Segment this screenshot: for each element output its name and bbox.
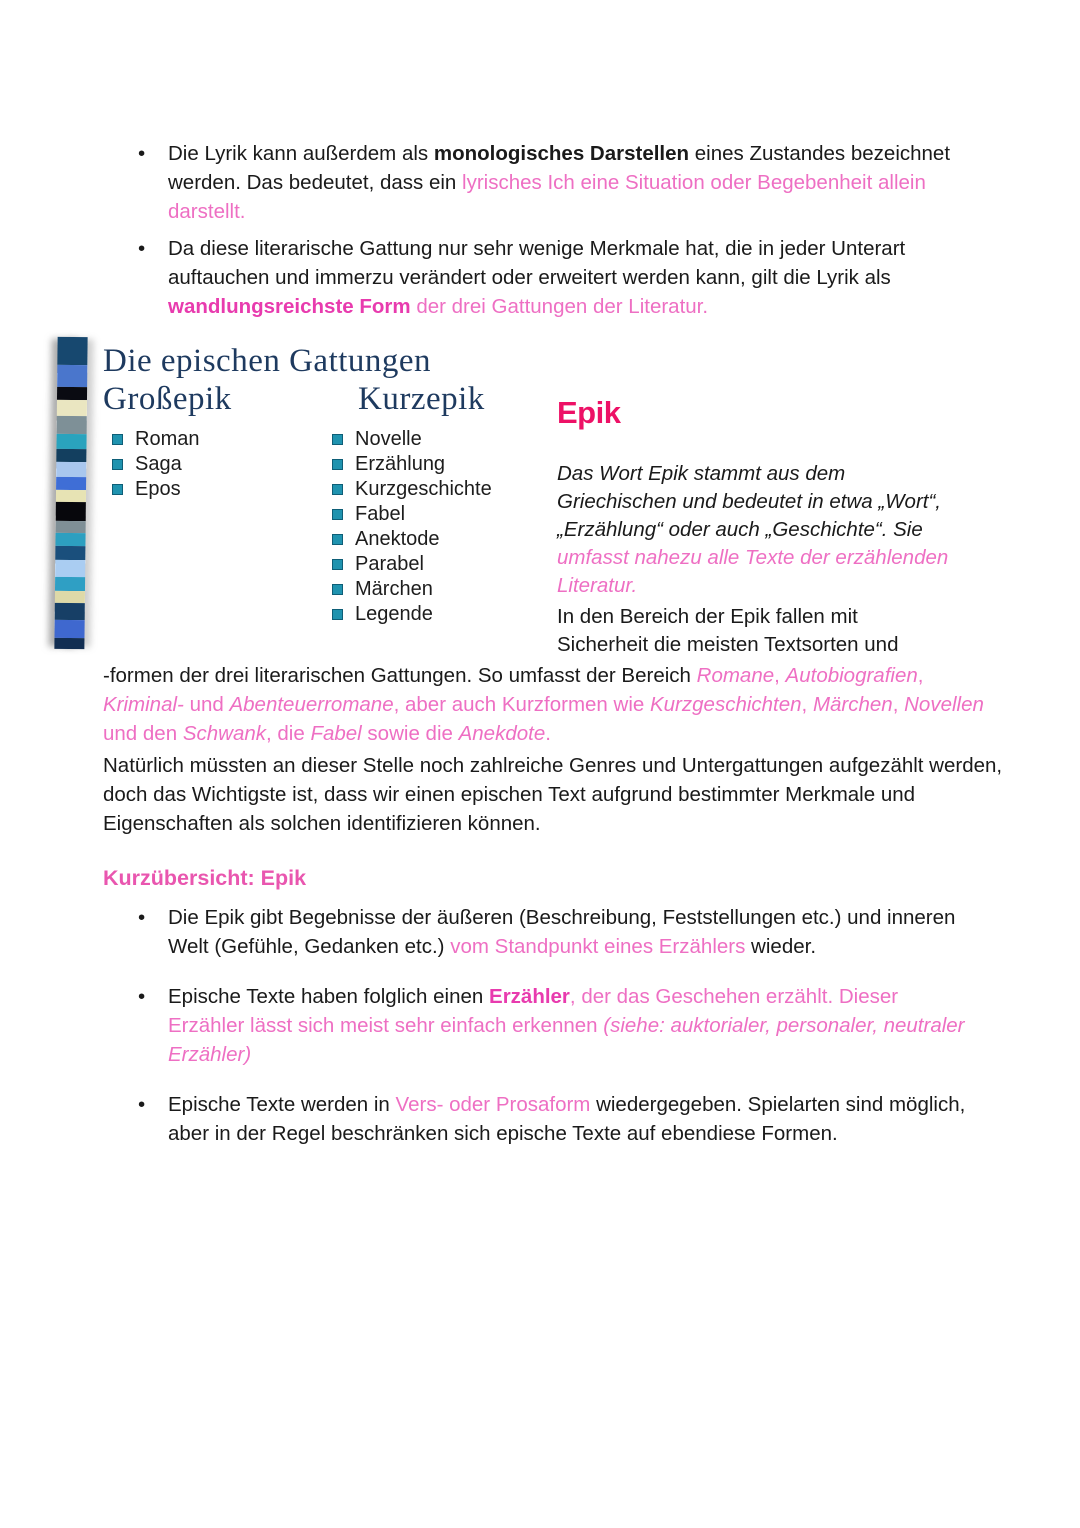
- text-run: vom Standpunkt eines Erzählers: [450, 935, 746, 958]
- figure-list-grossepik: [112, 427, 199, 502]
- text-run: Abenteuerromane: [229, 693, 394, 716]
- square-bullet-icon: [112, 459, 123, 470]
- stripe-segment: [54, 638, 84, 649]
- list-item: [138, 234, 974, 321]
- figure-list-item: [332, 477, 492, 502]
- figure-list-label: Epos: [135, 478, 181, 500]
- epik-continuation-paragraph: [103, 661, 1003, 748]
- lyrik-bullet-list: [138, 139, 974, 329]
- figure-list-item: [332, 502, 492, 527]
- text-run: Vers- oder Prosaform: [395, 1093, 591, 1116]
- figure-list-item: [112, 452, 199, 477]
- square-bullet-icon: [112, 434, 123, 445]
- stripe-segment: [54, 620, 84, 638]
- square-bullet-icon: [332, 584, 343, 595]
- epik-section: [557, 396, 997, 659]
- epik-genres-paragraph: Natürlich müssten an dieser Stelle noch zahlreiche Genres und Untergattungen aufgezählt werden, doch das Wichtigste ist, dass wir einen epischen Text aufgrund bestimmter Merkmale und Eigenschaften als solchen identifizieren können.: [103, 754, 1003, 835]
- text-run: eines Zustandes bezeichnet werden. Das bedeutet, dass ein: [168, 142, 951, 194]
- list-item: [138, 903, 974, 961]
- bullet-marker: •: [138, 906, 146, 929]
- text-line: In den Bereich der Epik fallen mit: [557, 605, 858, 628]
- text-run: Epische Texte werden in: [168, 1093, 396, 1116]
- figure-column-title-kurzepik: Kurzepik: [358, 381, 485, 417]
- square-bullet-icon: [332, 434, 343, 445]
- list-item: [138, 1090, 974, 1148]
- stripe-segment: [57, 416, 87, 434]
- figure-list-label: Märchen: [355, 578, 433, 600]
- figure-list-item: [332, 527, 492, 552]
- square-bullet-icon: [332, 509, 343, 520]
- figure-list-label: Fabel: [355, 503, 406, 525]
- stripe-segment: [57, 365, 87, 387]
- text-run: lyrisches Ich eine Situation oder Begebenheit allein darstellt.: [168, 171, 926, 223]
- epik-intro-paragraph: [557, 460, 997, 600]
- square-bullet-icon: [332, 609, 343, 620]
- bullet-text: [168, 139, 974, 226]
- text-run: ,: [774, 664, 786, 687]
- text-run: Kurzgeschichten: [649, 693, 802, 716]
- square-bullet-icon: [332, 484, 343, 495]
- bullet-marker: •: [138, 1093, 146, 1116]
- bullet-marker: •: [138, 985, 146, 1008]
- text-run: monologisches Darstellen: [433, 142, 690, 165]
- text-run: Da diese literarische Gattung nur sehr wenige Merkmale hat, die in jeder Unterart auftauchen und immerzu verändert oder erweitert werden kann, gilt die Lyrik als: [168, 237, 906, 289]
- text-run: Novellen: [904, 693, 984, 716]
- text-run: der drei Gattungen der Literatur.: [410, 295, 709, 318]
- text-run: , aber auch Kurzformen wie: [393, 693, 650, 716]
- square-bullet-icon: [332, 559, 343, 570]
- square-bullet-icon: [112, 484, 123, 495]
- text-run: ,: [917, 664, 924, 687]
- bullet-marker: •: [138, 237, 146, 260]
- stripe-segment: [56, 521, 86, 533]
- figure-list-item: [332, 602, 492, 627]
- stripe-segment: [55, 591, 85, 603]
- text-run: .: [545, 722, 551, 745]
- text-run: Die Epik gibt Begebnisse der äußeren (Beschreibung, Feststellungen etc.) und inneren Welt (Gefühle, Gedanken etc.): [168, 906, 956, 958]
- text-line: Griechischen und bedeutet in etwa „Wort“,: [557, 490, 941, 513]
- stripe-segment: [55, 560, 85, 577]
- figure-list-kurzepik: [332, 427, 492, 627]
- text-run: wandlungsreichste Form: [168, 295, 411, 318]
- text-run: Autobiografien: [785, 664, 918, 687]
- text-line: umfasst nahezu alle Texte der erzählenden: [557, 546, 949, 569]
- text-run: Erzähler: [489, 985, 570, 1008]
- text-run: Anekdote: [458, 722, 546, 745]
- decorative-stripe: [54, 337, 87, 649]
- figure-list-item: [332, 452, 492, 477]
- text-run: und den: [103, 722, 183, 745]
- stripe-segment: [56, 502, 86, 521]
- text-line: „Erzählung“ oder auch „Geschichte“. Sie: [557, 518, 923, 541]
- stripe-segment: [56, 490, 86, 502]
- text-run: Schwank: [182, 722, 266, 745]
- text-run: Märchen: [812, 693, 893, 716]
- text-run: Kriminal-: [103, 693, 184, 716]
- figure-list-label: Anektode: [355, 528, 440, 550]
- figure-list-label: Erzählung: [355, 453, 446, 475]
- bullet-text: [168, 234, 974, 321]
- stripe-segment: [55, 603, 85, 620]
- stripe-segment: [57, 387, 87, 400]
- figure-column-title-grossepik: Großepik: [103, 381, 232, 417]
- stripe-segment: [56, 434, 86, 449]
- text-run: Epische Texte haben folglich einen: [168, 985, 490, 1008]
- kurzuebersicht-heading: Kurzübersicht: Epik: [103, 866, 307, 890]
- figure-list-item: [112, 427, 199, 452]
- bullet-text: [168, 1090, 974, 1148]
- figure-list-item: [332, 577, 492, 602]
- text-run: -formen der drei literarischen Gattungen. So umfasst der Bereich: [103, 664, 697, 687]
- text-line: Sicherheit die meisten Textsorten und: [557, 633, 899, 656]
- bullet-marker: •: [138, 142, 146, 165]
- square-bullet-icon: [332, 534, 343, 545]
- kurzuebersicht-bullet-list: [138, 903, 974, 1169]
- text-run: , der das Geschehen erzählt. Dieser Erzähler lässt sich meist sehr einfach erkennen: [168, 985, 899, 1037]
- stripe-segment: [56, 477, 86, 490]
- figure-list-label: Novelle: [355, 428, 422, 450]
- stripe-segment: [56, 462, 86, 477]
- figure-list-item: [332, 427, 492, 452]
- figure-list-item: [332, 552, 492, 577]
- figure-list-item: [112, 477, 199, 502]
- figure-list-label: Legende: [355, 603, 433, 625]
- bullet-text: [168, 903, 974, 961]
- figure-list-label: Kurzgeschichte: [355, 478, 492, 500]
- text-run: sowie die: [361, 722, 459, 745]
- epik-heading: Epik: [557, 395, 621, 430]
- text-line: Das Wort Epik stammt aus dem: [557, 462, 846, 485]
- figure-list-label: Saga: [135, 453, 182, 475]
- text-run: (siehe: auktorialer, personaler, neutraler Erzähler): [168, 1014, 965, 1066]
- figure-list-label: Roman: [135, 428, 200, 450]
- stripe-segment: [57, 337, 87, 365]
- text-run: ,: [892, 693, 905, 716]
- figure-title: Die epischen Gattungen: [103, 343, 432, 379]
- stripe-segment: [57, 400, 87, 416]
- text-line: Literatur.: [557, 574, 638, 597]
- text-run: Fabel: [310, 722, 362, 745]
- text-run: und: [183, 693, 230, 716]
- bullet-text: [168, 982, 974, 1069]
- text-run: Die Lyrik kann außerdem als: [168, 142, 434, 165]
- square-bullet-icon: [332, 459, 343, 470]
- text-run: wieder.: [745, 935, 817, 958]
- text-run: Romane: [696, 664, 775, 687]
- epik-side-paragraph: [557, 603, 997, 659]
- epische-gattungen-figure: [40, 337, 545, 655]
- figure-list-label: Parabel: [355, 553, 424, 575]
- stripe-segment: [55, 546, 85, 560]
- list-item: [138, 139, 974, 226]
- list-item: [138, 982, 974, 1069]
- text-run: , die: [266, 722, 311, 745]
- text-run: ,: [801, 693, 813, 716]
- stripe-segment: [55, 577, 85, 591]
- stripe-segment: [56, 449, 86, 462]
- text-run: wiedergegeben. Spielarten sind möglich, aber in der Regel beschränken sich epische Texte auf ebendiese Formen.: [168, 1093, 966, 1145]
- stripe-segment: [55, 533, 85, 546]
